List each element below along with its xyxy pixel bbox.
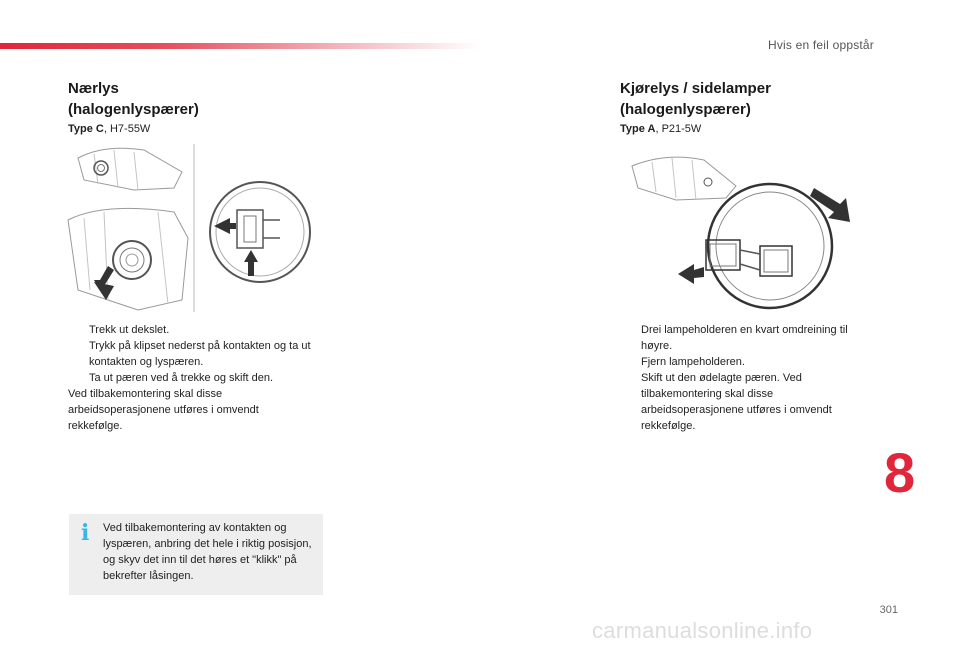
left-spec-type: Type C <box>68 123 104 135</box>
right-step-2: Fjern lampeholderen. <box>641 356 745 368</box>
page-number: 301 <box>879 604 898 616</box>
side-light-illustration <box>626 146 856 316</box>
right-section-title <box>620 78 771 120</box>
left-title-line1: Nærlys <box>68 80 119 97</box>
right-steps-list <box>620 322 878 434</box>
left-title-line2: (halogenlyspærer) <box>68 101 199 118</box>
chapter-number: 8 <box>884 441 916 504</box>
right-step-3: Skift ut den ødelagte pæren. Ved tilbakemontering skal disse arbeidsoperasjonene utføres i omvendt rekkefølge. <box>641 372 832 432</box>
arrow-head-left <box>94 282 114 300</box>
header-accent-bar <box>0 43 480 49</box>
right-step-1: Drei lampeholderen en kvart omdreining til høyre. <box>641 324 848 352</box>
watermark-text: carmanualsonline.info <box>592 618 813 643</box>
left-step-2: Trykk på klipset nederst på kontakten og ta ut kontakten og lyspæren. <box>89 340 311 368</box>
lamp-socket-small <box>704 178 712 186</box>
left-step-1: Trekk ut dekslet. <box>89 324 170 336</box>
chapter-title: Hvis en feil oppstår <box>767 38 874 52</box>
left-section-title <box>68 78 199 120</box>
bulb-cap-large <box>113 241 151 279</box>
info-icon: i <box>81 520 90 546</box>
left-bulb-spec <box>68 123 150 135</box>
lamp-holder-circle <box>210 182 310 282</box>
push-up-arrow <box>244 250 258 276</box>
left-step-3: Ta ut pæren ved å trekke og skift den. <box>89 372 274 384</box>
low-beam-illustration <box>64 140 324 318</box>
info-box <box>69 514 323 595</box>
right-spec-type: Type A <box>620 123 656 135</box>
right-spec-value: , P21-5W <box>655 123 702 135</box>
pull-out-arrow <box>678 264 704 284</box>
right-bulb-spec <box>620 123 701 135</box>
left-steps-list <box>68 322 326 386</box>
headlamp-outline <box>632 157 736 200</box>
headlamp-large-outline <box>68 208 188 310</box>
right-title-line1: Kjørelys / sidelamper <box>620 80 771 97</box>
left-spec-value: , H7-55W <box>103 123 151 135</box>
info-text: Ved tilbakemontering av kontakten og lyspæren, anbring det hele i riktig posisjon, og skyv det inn til det høres et "klikk" på bekrefter låsingen. <box>103 522 312 582</box>
right-title-line2: (halogenlyspærer) <box>620 101 751 118</box>
left-reassembly-note: Ved tilbakemontering skal disse arbeidsoperasjonene utføres i omvendt rekkefølge. <box>68 388 259 432</box>
